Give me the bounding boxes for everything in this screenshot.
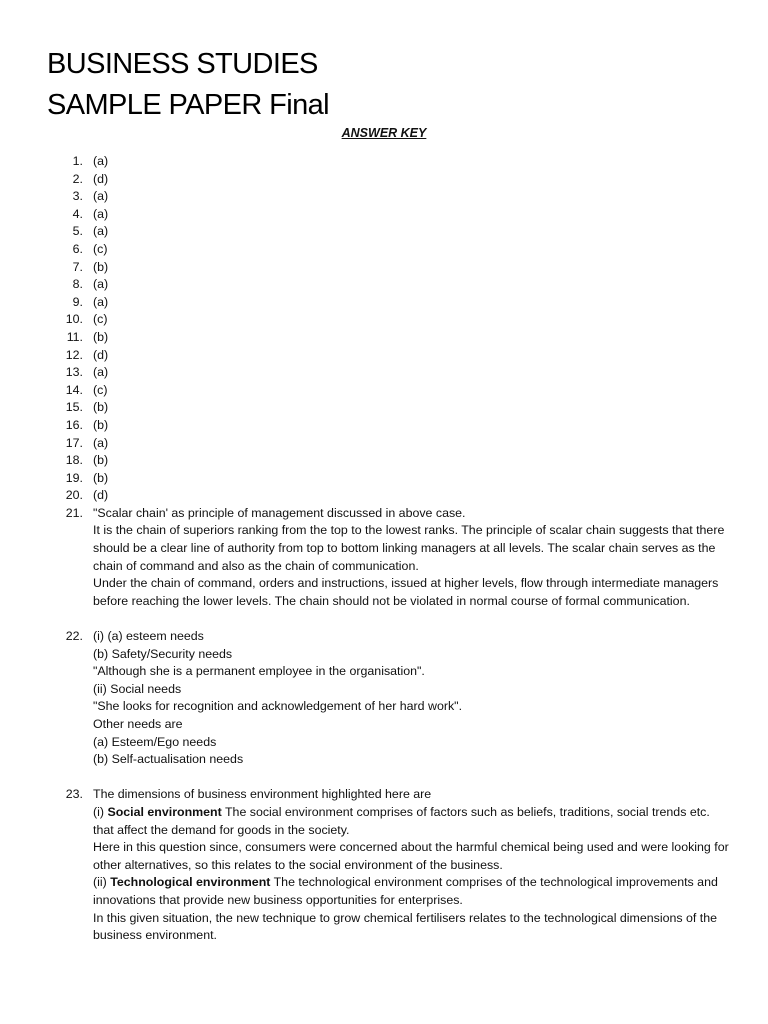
answer-number: 23. xyxy=(65,787,83,802)
answer-number: 21. xyxy=(65,505,83,520)
mcq-answer-row xyxy=(0,329,768,347)
answer-23-social-para: Here in this question since, consumers were concerned about the harmful chemical being used and were looking for other alternatives, so this relates to the social environment of the business. xyxy=(93,840,729,872)
mcq-answer-row xyxy=(0,435,768,453)
answer-number: 18. xyxy=(65,453,83,468)
mcq-answer-row xyxy=(0,364,768,382)
answer-option: (d) xyxy=(93,488,109,503)
answer-option: (b) xyxy=(93,259,109,274)
answer-option: (b) xyxy=(93,470,109,485)
answer-22-line: (ii) Social needs xyxy=(93,681,182,696)
answer-option: (a) xyxy=(93,206,109,221)
answer-23 xyxy=(0,786,768,944)
answer-option: (a) xyxy=(93,365,109,380)
answer-number: 3. xyxy=(72,189,83,204)
mcq-answer-row xyxy=(0,276,768,294)
answer-list xyxy=(0,153,768,945)
answer-22-line: (b) Self-actualisation needs xyxy=(93,752,244,767)
answer-number: 17. xyxy=(65,435,83,450)
answer-option: (a) xyxy=(93,224,109,239)
answer-21-line: "Scalar chain' as principle of management discussed in above case. xyxy=(93,505,466,520)
answer-option: (b) xyxy=(93,453,109,468)
page-title xyxy=(47,44,329,126)
mcq-answer-row xyxy=(0,223,768,241)
mcq-answer-row xyxy=(0,241,768,259)
title-line-2: SAMPLE PAPER Final xyxy=(47,89,329,121)
answer-21-para-2: Under the chain of command, orders and instructions, issued at higher levels, flow through intermediate managers before reaching the lower levels. The chain should not be violated in normal course of formal communication. xyxy=(93,576,719,608)
answer-23-tech-para: In this given situation, the new technique to grow chemical fertilisers relates to the technological dimensions of the business environment. xyxy=(93,910,718,943)
answer-number: 14. xyxy=(65,382,83,397)
answer-number: 6. xyxy=(72,241,83,256)
mcq-answer-row xyxy=(0,171,768,189)
answer-21-para-1: It is the chain of superiors ranking from the top to the lowest ranks. The principle of scalar chain suggests that there should be a clear line of authority from top to bottom linking managers at all levels. The scalar chain serves as the chain of command and also as the chain of communication. xyxy=(93,523,725,573)
answer-option: (d) xyxy=(93,347,109,362)
answer-number: 15. xyxy=(65,400,83,415)
answer-number: 11. xyxy=(66,329,83,344)
title-line-1: BUSINESS STUDIES xyxy=(47,48,318,80)
answer-option: (c) xyxy=(93,241,108,256)
answer-option: (b) xyxy=(93,400,109,415)
mcq-answer-row xyxy=(0,206,768,224)
answer-number: 22. xyxy=(65,629,83,644)
mcq-answer-row xyxy=(0,259,768,277)
mcq-answer-row xyxy=(0,382,768,400)
answer-21 xyxy=(0,505,768,611)
answer-23-intro: The dimensions of business environment highlighted here are xyxy=(93,787,432,802)
answer-option: (a) xyxy=(93,189,109,204)
answer-number: 16. xyxy=(65,417,83,432)
answer-number: 7. xyxy=(72,259,83,274)
answer-number: 9. xyxy=(72,294,83,309)
answer-22-line: "She looks for recognition and acknowledgement of her hard work". xyxy=(93,699,463,714)
mcq-answer-row xyxy=(0,417,768,435)
answer-22-line: (a) Esteem/Ego needs xyxy=(93,734,217,749)
mcq-answer-row xyxy=(0,188,768,206)
answer-option: (c) xyxy=(93,382,108,397)
mcq-answer-row xyxy=(0,452,768,470)
answer-23-social: (i) Social environment The social environment comprises of factors such as beliefs, traditions, social trends etc. that affect the demand for goods in the society. xyxy=(93,804,710,837)
answer-option: (d) xyxy=(93,171,109,186)
mcq-answers xyxy=(0,153,768,505)
answer-22-line: (b) Safety/Security needs xyxy=(93,646,233,661)
mcq-answer-row xyxy=(0,153,768,171)
answer-option: (a) xyxy=(93,435,109,450)
mcq-answer-row xyxy=(0,487,768,505)
answer-number: 13. xyxy=(65,365,83,380)
answer-22 xyxy=(0,628,768,769)
answer-number: 1. xyxy=(72,154,83,168)
answer-22-line: Other needs are xyxy=(93,717,183,731)
answer-option: (a) xyxy=(93,154,109,168)
answer-23-tech: (ii) Technological environment The technological environment comprises of the technological improvements and innovations that provide new business opportunities for enterprises. xyxy=(93,875,718,907)
answer-number: 12. xyxy=(65,347,83,362)
answer-number: 10. xyxy=(65,312,83,327)
social-environment-label: Social environment xyxy=(107,804,222,819)
answer-22-line: (i) (a) esteem needs xyxy=(93,629,204,644)
answer-number: 5. xyxy=(72,224,83,239)
answer-option: (a) xyxy=(93,277,109,292)
answer-number: 8. xyxy=(72,277,83,292)
answer-number: 20. xyxy=(65,488,83,503)
answer-key-heading: ANSWER KEY xyxy=(341,126,427,140)
answer-number: 4. xyxy=(72,206,83,221)
answer-option: (c) xyxy=(93,312,108,327)
answer-option: (b) xyxy=(93,329,109,344)
technological-environment-label: Technological environment xyxy=(110,875,271,890)
mcq-answer-row xyxy=(0,399,768,417)
mcq-answer-row xyxy=(0,311,768,329)
answer-option: (b) xyxy=(93,417,109,432)
mcq-answer-row xyxy=(0,470,768,488)
answer-number: 19. xyxy=(65,470,83,485)
mcq-answer-row xyxy=(0,294,768,312)
answer-number: 2. xyxy=(72,171,83,186)
mcq-answer-row xyxy=(0,347,768,365)
answer-option: (a) xyxy=(93,294,109,309)
answer-22-line: "Although she is a permanent employee in the organisation". xyxy=(93,664,425,679)
